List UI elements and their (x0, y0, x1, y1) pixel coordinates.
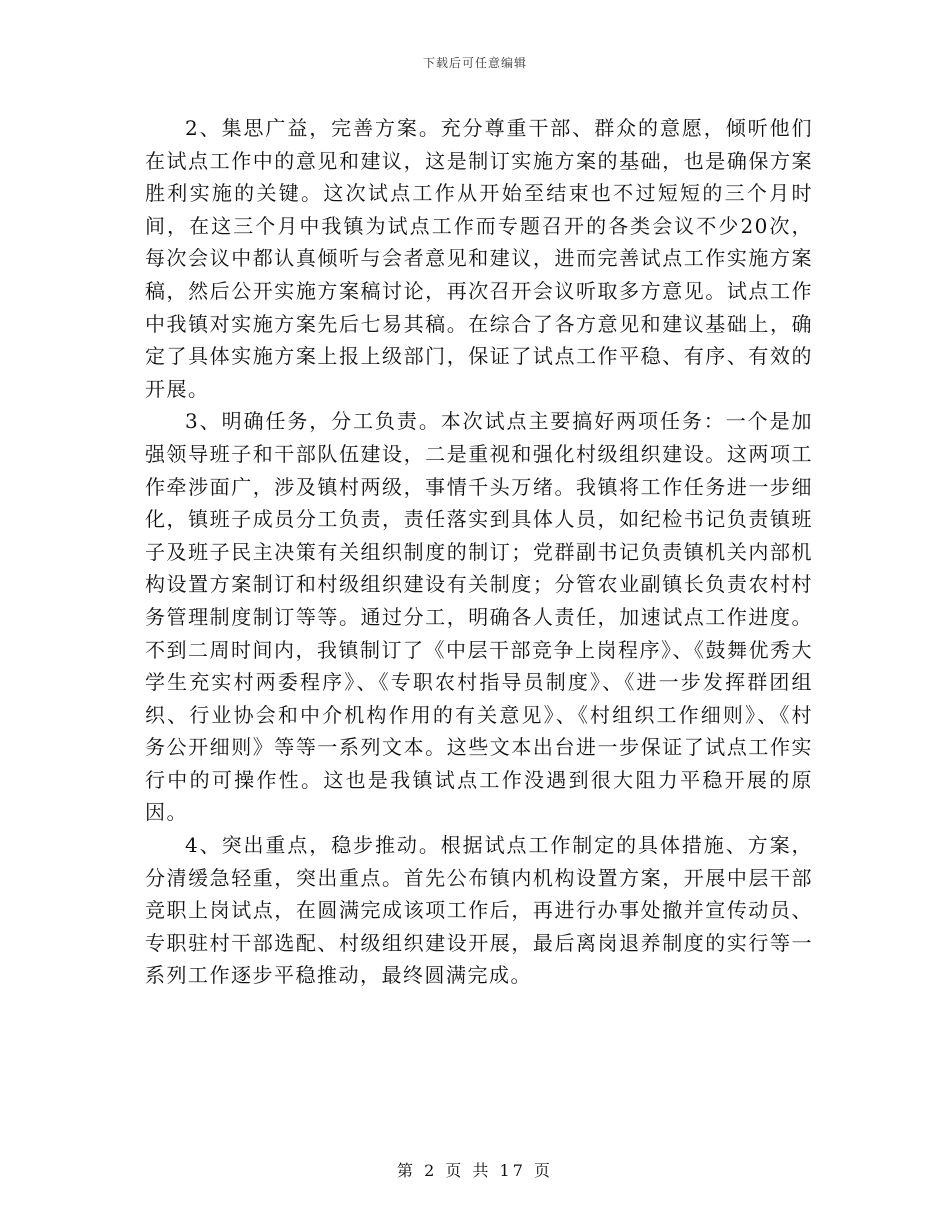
document-body (145, 112, 813, 992)
page-number-footer: 第 2 页 共 17 页 (397, 1161, 553, 1180)
paragraph-3-mingque-renwu: 3、明确任务，分工负责。本次试点主要搞好两项任务：一个是加强领导班子和干部队伍建设，二是重视和强化村级组织建设。这两项工作牵涉面广，涉及镇村两级，事情千头万绪。我镇将工作任务进一步细化，镇班子成员分工负责，责任落实到具体人员，如纪检书记负责镇班子及班子民主决策有关组织制度的制订；党群副书记负责镇机关内部机构设置方案制订和村级组织建设有关制度；分管农业副镇长负责农村村务管理制度制订等等。通过分工，明确各人责任，加速试点工作进度。不到二周时间内，我镇制订了《中层干部竞争上岗程序》、《鼓舞优秀大学生充实村两委程序》、《专职农村指导员制度》、《进一步发挥群团组织、行业协会和中介机构作用的有关意见》、《村组织工作细则》、《村务公开细则》等等一系列文本。这些文本出台进一步保证了试点工作实行中的可操作性。这也是我镇试点工作没遇到很大阻力平稳开展的原因。 (145, 409, 813, 825)
paragraph-4-tuchu-zhongdian: 4、突出重点，稳步推动。根据试点工作制定的具体措施、方案，分清缓急轻重，突出重点。首先公布镇内机构设置方案，开展中层干部竞职上岗试点，在圆满完成该项工作后，再进行办事处撤并宣传动员、专职驻村干部选配、村级组织建设开展，最后离岗退养制度的实行等一系列工作逐步平稳推动，最终圆满完成。 (145, 833, 813, 988)
page-header: 下载后可任意编辑 (422, 56, 527, 70)
paragraph-2-jisi-guangyi: 2、集思广益，完善方案。充分尊重干部、群众的意愿，倾听他们在试点工作中的意见和建议，这是制订实施方案的基础，也是确保方案胜利实施的关键。这次试点工作从开始至结束也不过短短的三个月时间，在这三个月中我镇为试点工作而专题召开的各类会议不少20次，每次会议中都认真倾听与会者意见和建议，进而完善试点工作实施方案稿，然后公开实施方案稿讨论，再次召开会议听取多方意见。试点工作中我镇对实施方案先后七易其稿。在综合了各方意见和建议基础上，确定了具体实施方案上报上级部门，保证了试点工作平稳、有序、有效的开展。 (145, 116, 813, 401)
